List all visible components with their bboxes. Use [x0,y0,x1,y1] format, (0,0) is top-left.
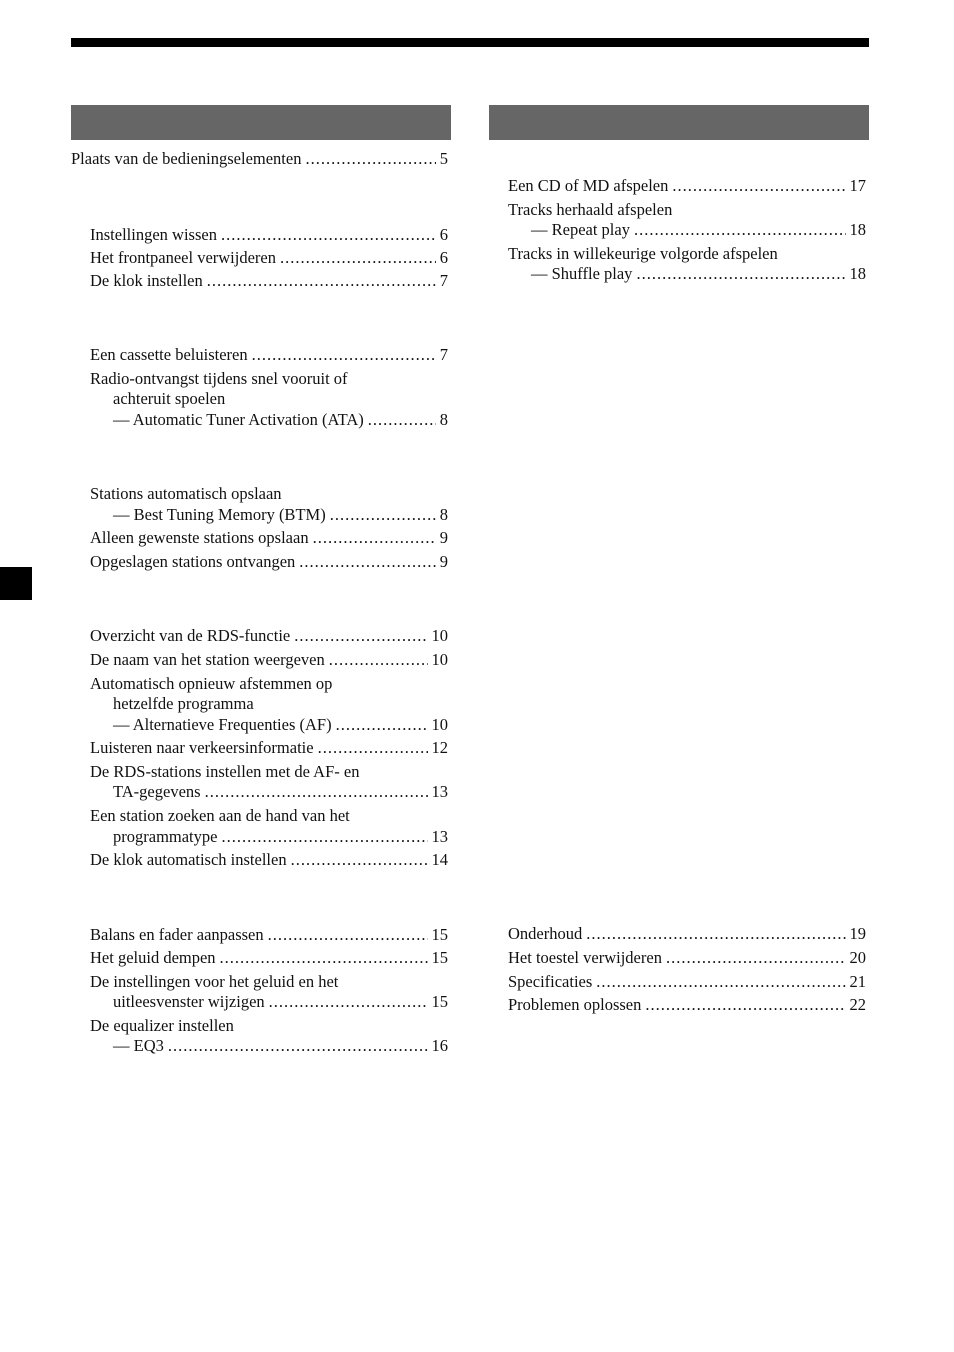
toc-entry-page: 19 [849,924,866,943]
toc-entry[interactable] [113,505,448,525]
toc-entry[interactable] [508,948,866,968]
toc-entry-title: — Best Tuning Memory (BTM) [113,505,326,524]
toc-entry-title: Problemen oplossen [508,995,642,1014]
toc-entry[interactable] [113,782,448,802]
leader-dots [329,650,428,670]
leader-dots [636,264,845,284]
toc-entry-page: 8 [439,505,448,524]
toc-entry-page: 22 [849,995,866,1014]
side-thumb-tab [0,567,32,600]
toc-entry[interactable] [531,264,866,284]
toc-entry[interactable] [508,176,866,196]
toc-entry-page: 17 [849,176,866,195]
toc-entry-title: Het frontpaneel verwijderen [90,248,276,267]
toc-entry-page: 15 [431,925,448,944]
toc-entry-page: 8 [439,410,448,429]
toc-entry-page: 5 [439,149,448,168]
toc-entry-page: 21 [849,972,866,991]
toc-entry[interactable] [90,850,448,870]
leader-dots [672,176,845,196]
toc-entry-page: 13 [431,782,448,801]
toc-entry-title: Alleen gewenste stations opslaan [90,528,309,547]
toc-entry-text: De equalizer instellen [90,1016,234,1035]
toc-entry[interactable] [531,220,866,240]
toc-entry-title: — EQ3 [113,1036,164,1055]
toc-entry[interactable] [113,715,448,735]
toc-entry-title: Plaats van de bedieningselementen [71,149,302,168]
toc-entry-title: De klok automatisch instellen [90,850,287,869]
toc-entry[interactable] [90,626,448,646]
toc-entry-page: 15 [431,992,448,1011]
leader-dots [634,220,846,240]
toc-entry-title: De klok instellen [90,271,203,290]
toc-entry[interactable] [113,410,448,430]
toc-entry-text: Een station zoeken aan de hand van het [90,806,350,825]
toc-entry-text: Automatisch opnieuw afstemmen op [90,674,333,693]
toc-entry-page: 16 [431,1036,448,1055]
toc-entry-title: Opgeslagen stations ontvangen [90,552,296,571]
toc-entry-title: Onderhoud [508,924,583,943]
leader-dots [336,715,428,735]
leader-dots [269,992,428,1012]
toc-entry-title: Het toestel verwijderen [508,948,662,967]
toc-entry-title: Balans en fader aanpassen [90,925,264,944]
toc-entry[interactable] [90,271,448,291]
leader-dots [368,410,436,430]
toc-entry[interactable] [90,925,448,945]
toc-entry-title: — Automatic Tuner Activation (ATA) [113,410,364,429]
toc-entry-title: Luisteren naar verkeersinformatie [90,738,314,757]
toc-entry[interactable] [90,650,448,670]
leader-dots [318,738,428,758]
toc-entry-page: 6 [439,248,448,267]
top-rule [71,38,869,47]
leader-dots [291,850,428,870]
toc-entry[interactable] [508,924,866,944]
toc-entry-text: De RDS-stations instellen met de AF- en [90,762,360,781]
toc-entry-page: 6 [439,225,448,244]
toc-entry-title: TA-gegevens [113,782,201,801]
toc-entry[interactable] [90,528,448,548]
left-section-header-bar [71,105,451,140]
toc-entry[interactable] [90,552,448,572]
toc-entry-page: 10 [431,626,448,645]
toc-entry[interactable] [113,1036,448,1056]
toc-entry-page: 9 [439,528,448,547]
toc-entry[interactable] [90,948,448,968]
toc-entry-page: 10 [431,650,448,669]
toc-entry-page: 9 [439,552,448,571]
toc-entry-text: achteruit spoelen [113,389,226,408]
toc-entry-page: 20 [849,948,866,967]
leader-dots [645,995,845,1015]
toc-entry-title: programmatype [113,827,218,846]
leader-dots [207,271,436,291]
toc-entry-text: De instellingen voor het geluid en het [90,972,339,991]
toc-entry-page: 18 [849,220,866,239]
toc-entry-page: 15 [431,948,448,967]
toc-entry-page: 14 [431,850,448,869]
leader-dots [294,626,427,646]
leader-dots [305,149,435,169]
toc-entry-title: — Alternatieve Frequenties (AF) [113,715,332,734]
right-section-header-bar [489,105,869,140]
leader-dots [221,225,436,245]
toc-entry[interactable] [71,149,448,169]
toc-entry-text: Stations automatisch opslaan [90,484,282,503]
leader-dots [596,972,845,992]
leader-dots [252,345,436,365]
leader-dots [268,925,428,945]
leader-dots [205,782,428,802]
leader-dots [586,924,845,944]
toc-entry[interactable] [90,225,448,245]
toc-entry-page: 12 [431,738,448,757]
toc-entry-title: De naam van het station weergeven [90,650,325,669]
toc-entry-text: Tracks in willekeurige volgorde afspelen [508,244,778,263]
toc-entry-text: hetzelfde programma [113,694,254,713]
toc-entry[interactable] [508,972,866,992]
toc-entry-page: 7 [439,271,448,290]
leader-dots [330,505,436,525]
toc-entry-page: 18 [849,264,866,283]
leader-dots [220,948,428,968]
toc-entry-title: — Repeat play [531,220,630,239]
toc-entry[interactable] [90,248,448,268]
toc-entry-page: 7 [439,345,448,364]
toc-entry-title: Een cassette beluisteren [90,345,248,364]
toc-entry-text: Tracks herhaald afspelen [508,200,673,219]
toc-entry[interactable] [90,345,448,365]
leader-dots [221,827,427,847]
toc-entry-title: Een CD of MD afspelen [508,176,669,195]
toc-entry[interactable] [508,995,866,1015]
toc-entry-page: 13 [431,827,448,846]
toc-entry[interactable] [113,992,448,1012]
toc-entry-title: Overzicht van de RDS-functie [90,626,291,645]
toc-entry[interactable] [113,827,448,847]
toc-entry-page: 10 [431,715,448,734]
toc-entry-title: Het geluid dempen [90,948,216,967]
toc-entry-title: uitleesvenster wijzigen [113,992,265,1011]
leader-dots [280,248,436,268]
leader-dots [299,552,435,572]
toc-entry-title: Instellingen wissen [90,225,217,244]
toc-entry-text: Radio-ontvangst tijdens snel vooruit of [90,369,348,388]
toc-entry[interactable] [90,738,448,758]
toc-entry-title: Specificaties [508,972,593,991]
leader-dots [666,948,846,968]
toc-entry-title: — Shuffle play [531,264,633,283]
leader-dots [168,1036,428,1056]
leader-dots [313,528,436,548]
